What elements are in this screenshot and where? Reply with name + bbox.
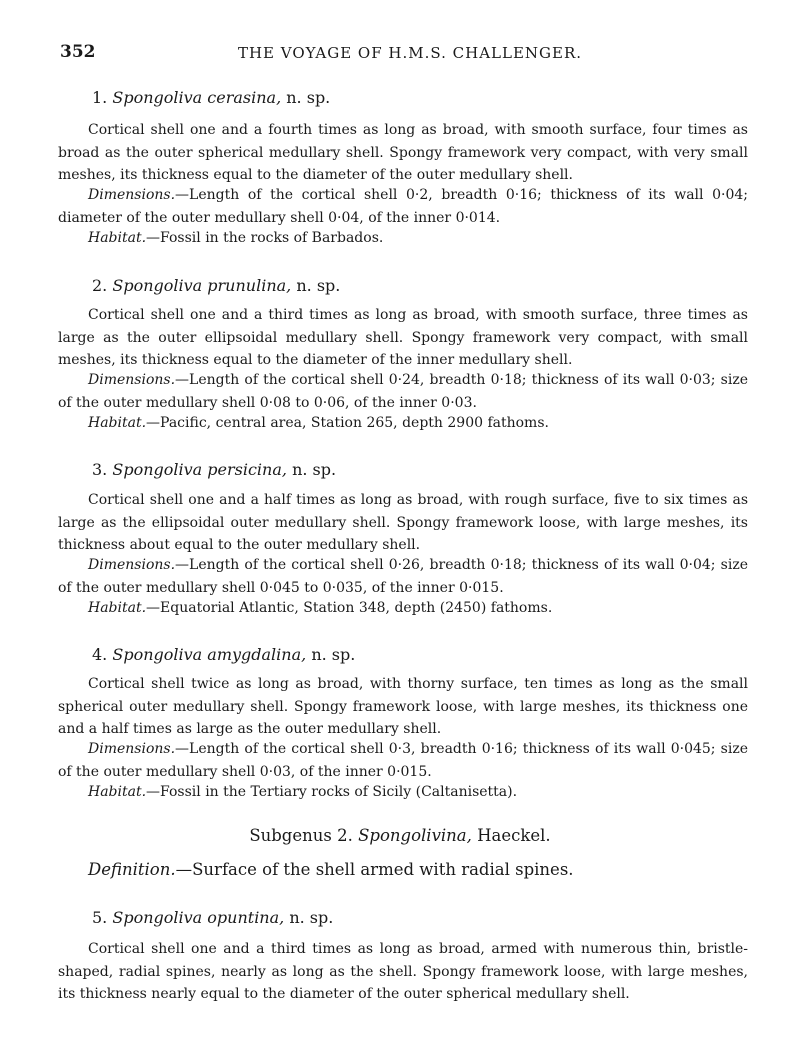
species-4-heading: 4. Spongoliva amygdalina, n. sp. bbox=[92, 645, 356, 664]
species-2-habitat: Habitat.—Pacific, central area, Station 265, depth 2900 fathoms. bbox=[88, 415, 549, 431]
species-1-name: Spongoliva cerasina, bbox=[112, 88, 282, 107]
species-3-name: Spongoliva persicina, bbox=[112, 460, 287, 479]
subgenus-definition: Definition.—Surface of the shell armed with radial spines. bbox=[88, 860, 574, 879]
species-4-name: Spongoliva amygdalina, bbox=[112, 645, 307, 664]
species-4-description: Cortical shell twice as long as broad, with thorny surface, ten times as long as the small spherical outer medullary shell. Spongy framework loose, with large meshes, its thickness one and a half times as large as the outer medullary shell. bbox=[58, 676, 748, 737]
species-4-dimensions: Dimensions.—Length of the cortical shell 0·3, breadth 0·16; thickness of its wall 0·045; size of the outer medullary shell 0·03, of the inner 0·015. bbox=[58, 741, 748, 780]
species-2-name: Spongoliva prunulina, bbox=[112, 276, 292, 295]
page-number: 352 bbox=[60, 42, 96, 62]
running-title: THE VOYAGE OF H.M.S. CHALLENGER. bbox=[237, 44, 583, 62]
species-1-dimensions: Dimensions.—Length of the cortical shell 0·2, breadth 0·16; thickness of its wall 0·04; diameter of the outer medullary shell 0·04, of the inner 0·014. bbox=[58, 187, 748, 226]
subgenus-name: Spongolivina, bbox=[358, 826, 472, 845]
species-2-description: Cortical shell one and a third times as long as broad, with smooth surface, three times as large as the outer ellipsoidal medullary shell. Spongy framework very compact, with small meshes, its thickness equal to the diameter of the inner medullary shell. bbox=[58, 307, 748, 368]
species-2-heading: 2. Spongoliva prunulina, n. sp. bbox=[92, 276, 341, 295]
species-3-dimensions: Dimensions.—Length of the cortical shell 0·26, breadth 0·18; thickness of its wall 0·04; size of the outer medullary shell 0·045 to 0·035, of the inner 0·015. bbox=[58, 557, 748, 596]
species-5-description: Cortical shell one and a third times as long as broad, armed with numerous thin, bristle-shaped, radial spines, nearly as long as the shell. Spongy framework loose, with large meshes, its thickness nearly equal to the diameter of the outer spherical medullary shell. bbox=[58, 941, 748, 1002]
species-5-name: Spongoliva opuntina, bbox=[112, 908, 285, 927]
running-header bbox=[60, 42, 760, 66]
subgenus-heading: Subgenus 2. Spongolivina, Haeckel. bbox=[249, 826, 551, 845]
species-2-dimensions: Dimensions.—Length of the cortical shell 0·24, breadth 0·18; thickness of its wall 0·03; size of the outer medullary shell 0·08 to 0·06, of the inner 0·03. bbox=[58, 372, 748, 411]
species-3-description: Cortical shell one and a half times as long as broad, with rough surface, five to six times as large as the ellipsoidal outer medullary shell. Spongy framework loose, with large meshes, its thickness about equal to the outer medullary shell. bbox=[58, 492, 748, 553]
species-3-heading: 3. Spongoliva persicina, n. sp. bbox=[92, 460, 337, 479]
species-1-heading: 1. Spongoliva cerasina, n. sp. bbox=[92, 88, 331, 107]
species-1-description: Cortical shell one and a fourth times as long as broad, with smooth surface, four times as broad as the outer spherical medullary shell. Spongy framework very compact, with very small meshes, its thickness equal to the diameter of the outer medullary shell. bbox=[58, 122, 748, 183]
species-3-habitat: Habitat.—Equatorial Atlantic, Station 348, depth (2450) fathoms. bbox=[88, 600, 553, 616]
species-4-habitat: Habitat.—Fossil in the Tertiary rocks of Sicily (Caltanisetta). bbox=[88, 784, 518, 800]
species-1-habitat: Habitat.—Fossil in the rocks of Barbados. bbox=[88, 230, 384, 246]
species-5-heading: 5. Spongoliva opuntina, n. sp. bbox=[92, 908, 334, 927]
